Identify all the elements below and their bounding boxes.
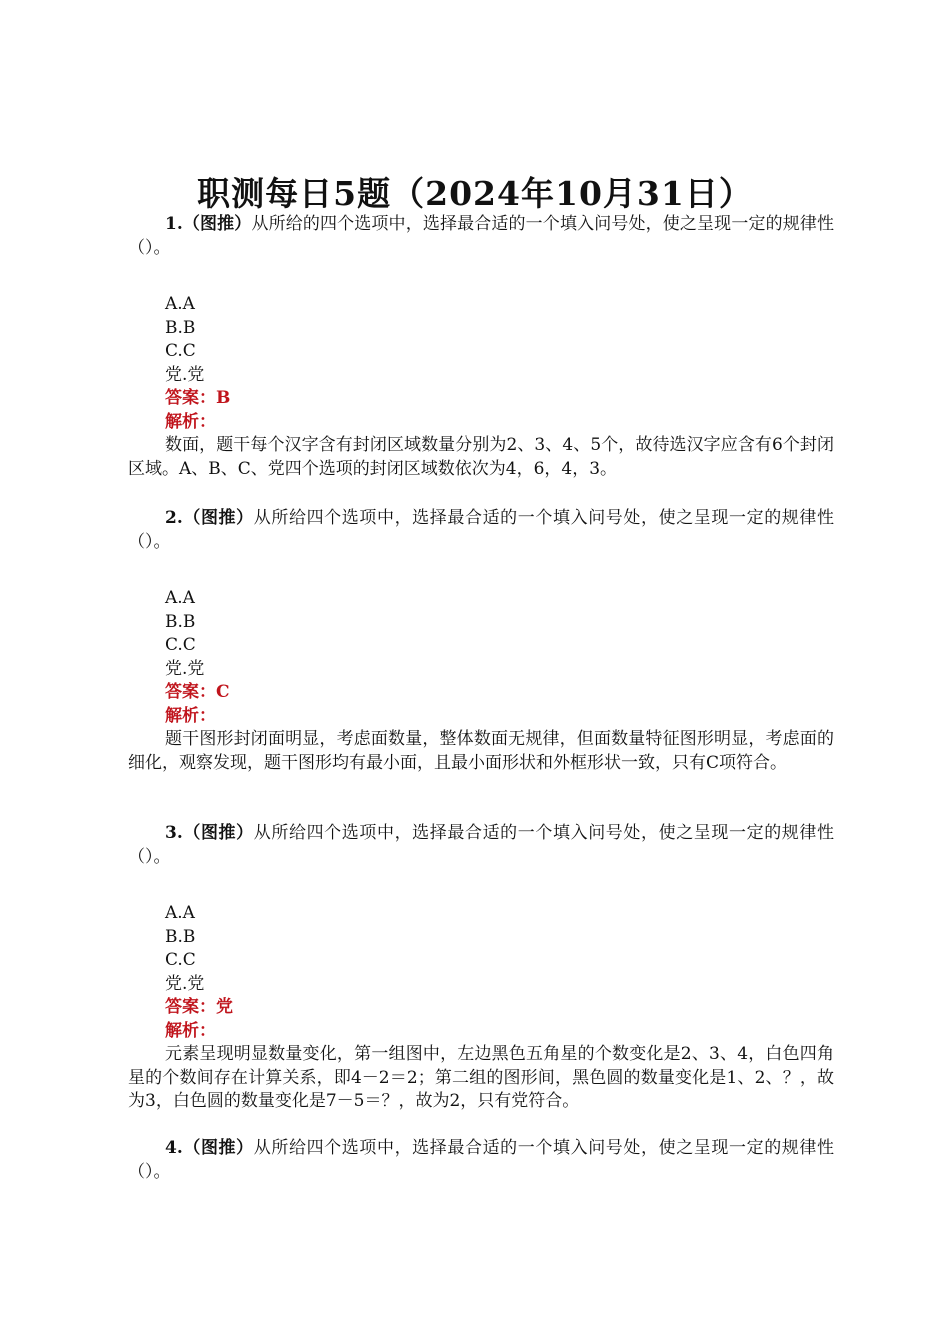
explanation-label: 解析： (165, 1020, 216, 1041)
question-number: 3. (165, 823, 183, 843)
option-d: 党.党 (165, 658, 205, 679)
question-number: 2. (165, 508, 183, 528)
question-2 (128, 507, 834, 775)
question-number: 4. (165, 1138, 183, 1158)
option-d: 党.党 (165, 973, 205, 994)
option-b: B.B (165, 611, 196, 632)
option-a: A.A (165, 294, 195, 314)
question-text: 从所给的四个选项中，选择最合适的一个填入问号处，使之呈现一定的规律性（）。 (128, 214, 835, 258)
option-a: A.A (165, 588, 195, 608)
answer: 答案：党 (165, 997, 233, 1017)
question-stem (128, 213, 834, 260)
question-tag: （图推） (182, 508, 254, 528)
answer: 答案：C (165, 682, 230, 702)
option-list (128, 293, 834, 387)
question-3 (128, 822, 834, 1114)
option-list (128, 587, 834, 681)
question-4 (128, 1137, 834, 1184)
option-a: A.A (165, 903, 195, 923)
question-stem (128, 822, 834, 869)
question-text: 从所给四个选项中，选择最合适的一个填入问号处，使之呈现一定的规律性（）。 (128, 1138, 835, 1182)
question-number: 1. (165, 214, 183, 234)
option-b: B.B (165, 926, 196, 947)
question-tag: （图推） (182, 214, 252, 234)
question-tag: （图推） (182, 1138, 254, 1158)
option-list (128, 902, 834, 996)
question-tag: （图推） (182, 823, 254, 843)
explanation: 数面，题干每个汉字含有封闭区域数量分别为2、3、4、5个，故待选汉字应含有6个封闭区域。A、B、C、党四个选项的封闭区域数依次为4，6，4，3。 (128, 435, 834, 479)
question-1 (128, 213, 834, 481)
option-b: B.B (165, 317, 196, 338)
option-c: C.C (165, 341, 196, 361)
explanation: 题干图形封闭面明显，考虑面数量，整体数面无规律，但面数量特征图形明显，考虑面的细化，观察发现，题干图形均有最小面，且最小面形状和外框形状一致，只有C项符合。 (128, 729, 834, 773)
option-c: C.C (165, 635, 196, 655)
question-stem (128, 507, 834, 554)
option-c: C.C (165, 950, 196, 970)
option-d: 党.党 (165, 364, 205, 385)
question-text: 从所给四个选项中，选择最合适的一个填入问号处，使之呈现一定的规律性（）。 (128, 508, 835, 552)
page-title: 职测每日5题（2024年10月31日） (197, 174, 753, 213)
question-text: 从所给四个选项中，选择最合适的一个填入问号处，使之呈现一定的规律性（）。 (128, 823, 835, 867)
explanation-label: 解析： (165, 411, 216, 432)
explanation: 元素呈现明显数量变化，第一组图中，左边黑色五角星的个数变化是2、3、4，白色四角星的个数间存在计算关系，即4－2＝2；第二组的图形间，黑色圆的数量变化是1、2、？，故为3，白色圆的数量变化是7－5＝？，故为2，只有党符合。 (128, 1044, 834, 1111)
answer: 答案：B (165, 388, 231, 408)
explanation-label: 解析： (165, 705, 216, 726)
question-stem (128, 1137, 834, 1184)
